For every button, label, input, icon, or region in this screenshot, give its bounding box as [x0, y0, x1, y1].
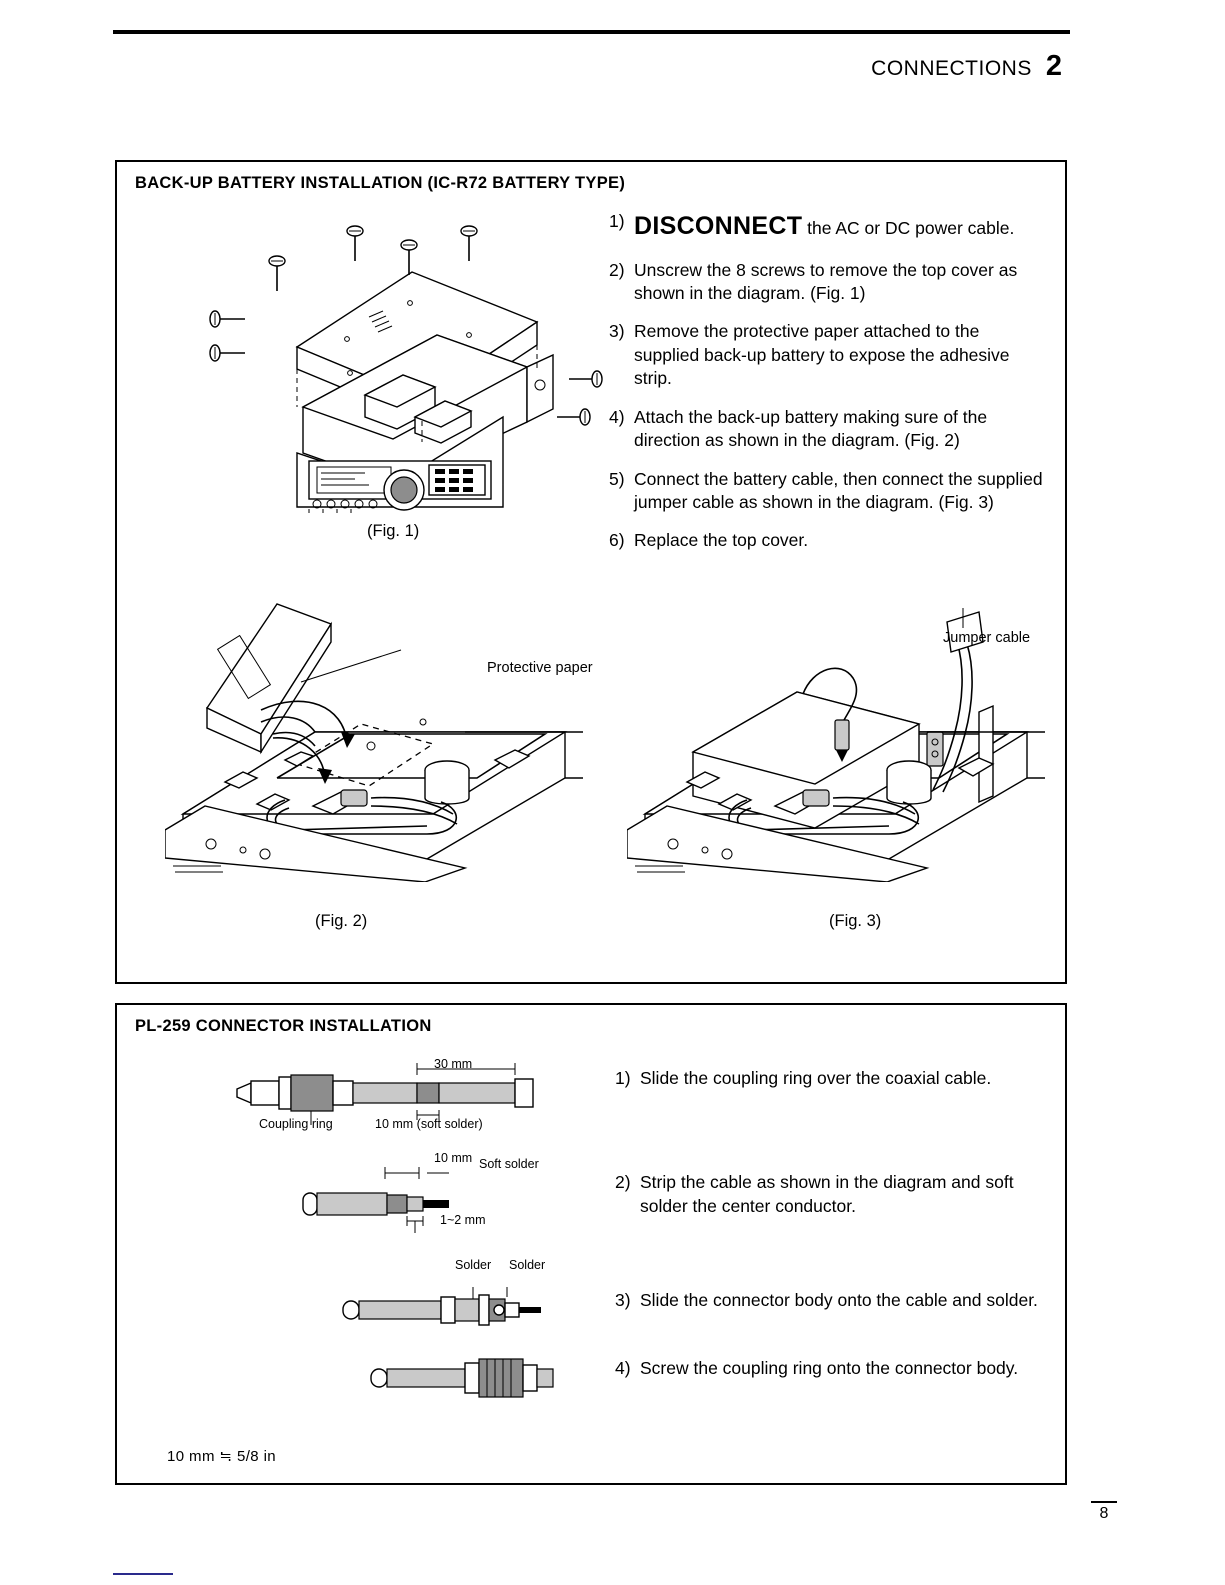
pl-step-item [615, 1289, 1055, 1313]
assembled-connector-svg [367, 1347, 617, 1407]
bottom-margin-mark [113, 1573, 173, 1575]
step-text: Strip the cable as shown in the diagram and soft solder the center conductor. [640, 1172, 1014, 1216]
jumper-cable-svg [627, 582, 1047, 882]
figure-1-illustration [197, 217, 617, 537]
step-number: 6) [609, 530, 625, 551]
page-header [113, 30, 1070, 81]
label-dim-1-2mm: 1~2 mm [440, 1213, 486, 1227]
step-number: 5) [609, 468, 625, 489]
page-number-value: 8 [1099, 1505, 1109, 1522]
label-protective-paper: Protective paper [487, 660, 593, 676]
step-body: the AC or DC power cable. [802, 218, 1015, 238]
section-title-pl259: PL-259 CONNECTOR INSTALLATION [135, 1017, 432, 1035]
step-text: Replace the top cover. [634, 530, 809, 551]
section-backup-battery [115, 160, 1067, 984]
step-item [609, 210, 1045, 244]
header-rule [113, 30, 1070, 34]
step-number: 3) [615, 1290, 631, 1310]
receiver-exploded-svg [197, 217, 617, 537]
step-item [609, 259, 1045, 306]
page-number-rule [1091, 1501, 1117, 1503]
unit-conversion-note: 10 mm ≒ 5/8 in [167, 1448, 277, 1465]
pl259-diagram-step4 [367, 1347, 617, 1407]
chapter-title: CONNECTIONS [871, 57, 1032, 80]
screw-icon [461, 226, 477, 261]
figure-2-illustration [165, 582, 585, 882]
step-item [609, 468, 1045, 515]
page-number [1091, 1501, 1117, 1523]
screw-icon [569, 371, 602, 387]
step-number: 2) [615, 1172, 631, 1192]
step-text: Unscrew the 8 screws to remove the top cover as shown in the diagram. (Fig. 1) [634, 259, 1018, 303]
step-text: Screw the coupling ring onto the connector body. [640, 1358, 1019, 1378]
screw-icon [210, 345, 245, 361]
chapter-number: 2 [1045, 50, 1062, 82]
header-title-row [113, 52, 1070, 81]
label-solder-right: Solder [509, 1258, 546, 1272]
figure-2-caption: (Fig. 2) [315, 912, 368, 930]
step-item [609, 529, 1045, 552]
step-item [609, 406, 1045, 453]
pl259-diagram-step3 [339, 1275, 599, 1335]
label-solder-left: Solder [455, 1258, 492, 1272]
step-item [609, 320, 1045, 390]
screw-icon [557, 409, 590, 425]
step-text [634, 210, 1045, 244]
screw-icon [210, 311, 245, 327]
label-soft-solder-dim: 10 mm (soft solder) [375, 1117, 483, 1131]
step-number: 1) [609, 211, 625, 231]
label-jumper-cable: Jumper cable [943, 630, 1031, 646]
step-number: 3) [609, 321, 625, 342]
step-text: Connect the battery cable, then connect the supplied jumper cable as shown in the diagram. (Fig. 3) [634, 468, 1043, 512]
screw-icon [347, 226, 363, 261]
label-dim-10mm: 10 mm [434, 1151, 473, 1165]
section-pl259-connector [115, 1003, 1067, 1485]
label-coupling-ring: Coupling ring [259, 1117, 333, 1131]
step-text: Remove the protective paper attached to the supplied back-up battery to expose the adhesive strip. [634, 321, 1010, 389]
step-number: 4) [609, 406, 625, 427]
step-text: Slide the connector body onto the cable and solder. [640, 1290, 1038, 1310]
step-number: 1) [615, 1068, 631, 1088]
pl-step-item [615, 1357, 1055, 1381]
step-number: 2) [609, 259, 625, 280]
figure-3-illustration [627, 582, 1047, 882]
screw-icon [269, 256, 285, 291]
label-dim-30mm: 30 mm [434, 1057, 473, 1071]
battery-attach-svg [165, 582, 585, 882]
screw-icon [401, 240, 417, 275]
figure-1-caption: (Fig. 1) [367, 522, 420, 540]
step-text: Slide the coupling ring over the coaxial cable. [640, 1068, 992, 1088]
label-soft-solder: Soft solder [479, 1157, 539, 1171]
step-number: 4) [615, 1358, 631, 1378]
connector-body-solder-svg [339, 1275, 599, 1335]
step-lead-emphasis: DISCONNECT [634, 212, 803, 240]
pl-step-item [615, 1171, 1055, 1218]
section-title-backup-battery: BACK-UP BATTERY INSTALLATION (IC-R72 BATTERY TYPE) [135, 174, 626, 192]
figure-3-caption: (Fig. 3) [829, 912, 882, 930]
pl-step-item [615, 1067, 1055, 1091]
step-text: Attach the back-up battery making sure of the direction as shown in the diagram. (Fig. 2) [634, 406, 988, 451]
backup-battery-steps [609, 210, 1045, 568]
